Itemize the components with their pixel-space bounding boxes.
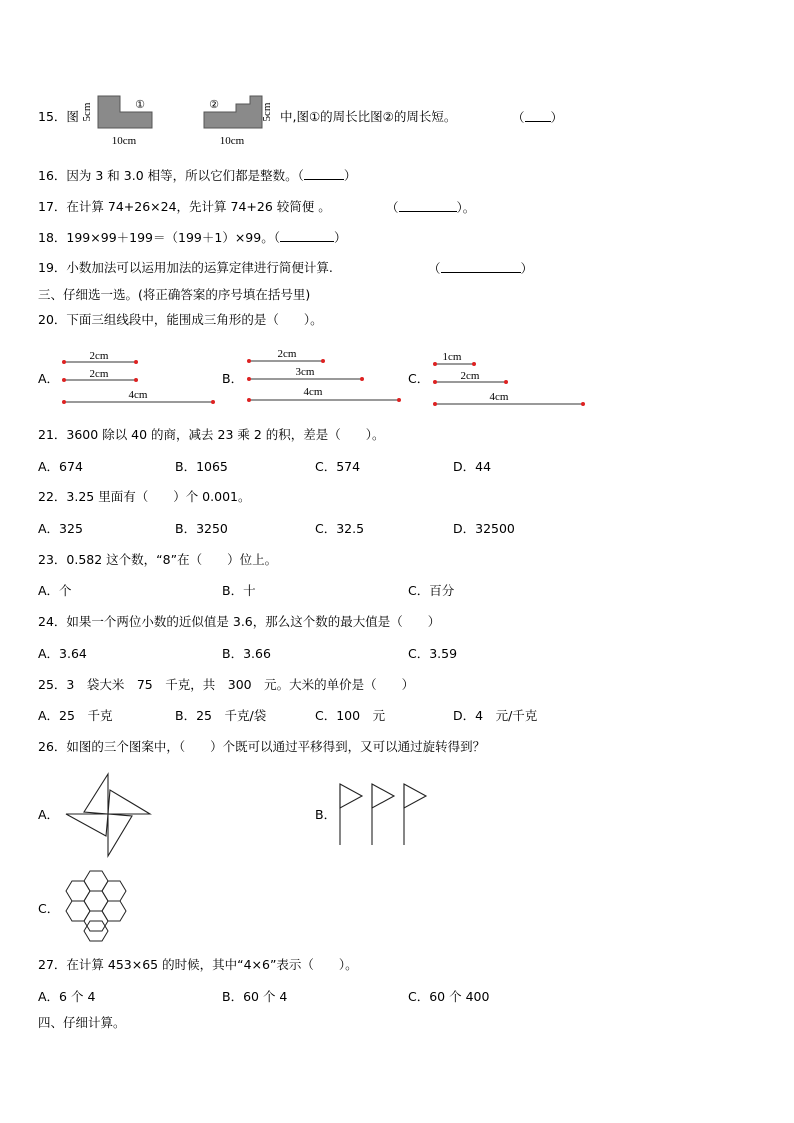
q17-answer-blank[interactable] <box>399 199 457 212</box>
q26-option-c-label[interactable]: C． <box>38 901 60 916</box>
q15-answer-blank[interactable] <box>525 109 551 122</box>
q15-fig1-side-label: 5cm <box>81 102 93 122</box>
q24-option-c[interactable]: C．3.59 <box>408 646 458 661</box>
q15-figure-1 <box>81 92 164 148</box>
q15-fig2-marker: ② <box>209 99 219 111</box>
q17-line <box>38 199 331 215</box>
q20-b-seg3-label: 4cm <box>303 386 323 398</box>
q15-fig1-bottom-label: 10cm <box>111 135 137 147</box>
q23-option-c[interactable]: C．百分 <box>408 583 455 598</box>
q20-a-seg1-label: 2cm <box>89 350 109 362</box>
q21-option-a[interactable]: A．674 <box>38 459 83 474</box>
q23-question: 23．0.582 这个数，“8”在（ ）位上。 <box>38 552 278 567</box>
q24-option-a[interactable]: A．3.64 <box>38 646 87 661</box>
q22-option-d[interactable]: D．32500 <box>453 521 515 536</box>
q23-option-a[interactable]: A．个 <box>38 583 72 598</box>
q20-c-seg3-label: 4cm <box>489 391 509 403</box>
q18-answer-blank[interactable] <box>280 229 334 242</box>
q20-b-seg1-label: 2cm <box>277 348 297 360</box>
q16-answer-blank[interactable] <box>304 167 344 180</box>
q26-question: 26．如图的三个图案中，（ ）个既可以通过平移得到，又可以通过旋转得到？ <box>38 739 486 754</box>
q19-answer-blank[interactable] <box>441 260 521 273</box>
q16-line: 16．因为 3 和 3.0 相等，所以它们都是整数。（ ） <box>38 168 357 183</box>
q27-option-b[interactable]: B．60 个 4 <box>222 989 288 1004</box>
q22-option-b[interactable]: B．3250 <box>175 521 228 536</box>
q20-question: 20．下面三组线段中，能围成三角形的是（ ）。 <box>38 312 323 327</box>
q25-option-c[interactable]: C．100 元 <box>315 708 386 723</box>
q15-fig2-bottom-label: 10cm <box>219 135 245 147</box>
section-4-heading: 四、仔细计算。 <box>38 1015 126 1030</box>
q15-figure-2 <box>200 92 280 148</box>
q17-answer-paren: （ ）。 <box>386 200 476 215</box>
q26-option-c-hexagons[interactable] <box>60 868 142 948</box>
q20-option-c-figure[interactable] <box>433 350 593 410</box>
q20-a-seg3-label: 4cm <box>128 389 148 401</box>
q15-number: 15． <box>38 109 67 124</box>
q15-prefix: 图 <box>66 109 79 124</box>
q21-question: 21．3600 除以 40 的商，减去 23 乘 2 的积，差是（ ）。 <box>38 427 385 442</box>
q20-b-seg2-label: 3cm <box>295 366 315 378</box>
q15-answer-paren: （ ） <box>512 110 564 125</box>
q15-line <box>38 109 79 125</box>
q18-text: 18．199×99＋199＝（199＋1）×99。（ <box>38 230 280 245</box>
q19-text: 19．小数加法可以运用加法的运算定律进行简便计算. <box>38 260 333 275</box>
q25-option-a[interactable]: A．25 千克 <box>38 708 113 723</box>
q26-option-a-label[interactable]: A． <box>38 807 60 822</box>
q25-option-d[interactable]: D．4 元/千克 <box>453 708 538 723</box>
section-3-heading: 三、仔细选一选。(将正确答案的序号填在括号里) <box>38 287 311 302</box>
q24-option-b[interactable]: B．3.66 <box>222 646 271 661</box>
q24-question: 24．如果一个两位小数的近似值是 3.6，那么这个数的最大值是（ ） <box>38 614 441 629</box>
q20-option-b-figure[interactable] <box>247 348 407 408</box>
q21-option-c[interactable]: C．574 <box>315 459 361 474</box>
q23-option-b[interactable]: B．十 <box>222 583 256 598</box>
q19-answer-paren: （ ） <box>428 261 534 276</box>
q21-option-d[interactable]: D．44 <box>453 459 492 474</box>
q15-fig1-marker: ① <box>135 99 145 111</box>
q26-option-b-label[interactable]: B． <box>315 807 337 822</box>
q26-option-b-flags[interactable] <box>338 782 434 848</box>
q22-option-c[interactable]: C．32.5 <box>315 521 365 536</box>
q20-option-b-label: B． <box>222 371 244 386</box>
q26-option-a-pinwheel[interactable] <box>64 772 154 858</box>
q20-option-a-figure[interactable] <box>62 350 222 410</box>
q20-option-c-label: C． <box>408 371 430 386</box>
q16-text: 16．因为 3 和 3.0 相等，所以它们都是整数。（ <box>38 168 304 183</box>
q18-line: 18．199×99＋199＝（199＋1）×99。（ ） <box>38 230 347 245</box>
q22-question: 22．3.25 里面有（ ）个 0.001。 <box>38 489 251 504</box>
q20-option-a-label: A． <box>38 371 60 386</box>
q25-option-b[interactable]: B．25 千克/袋 <box>175 708 267 723</box>
q21-option-b[interactable]: B．1065 <box>175 459 228 474</box>
q19-line <box>38 260 333 276</box>
q22-option-a[interactable]: A．325 <box>38 521 83 536</box>
q17-text: 17．在计算 74+26×24，先计算 74+26 较简便 。 <box>38 199 331 214</box>
q20-c-seg1-label: 1cm <box>442 351 462 363</box>
q27-question: 27．在计算 453×65 的时候，其中“4×6”表示（ ）。 <box>38 957 358 972</box>
q20-a-seg2-label: 2cm <box>89 368 109 380</box>
q20-c-seg2-label: 2cm <box>460 370 480 382</box>
q27-option-a[interactable]: A．6 个 4 <box>38 989 96 1004</box>
q25-question: 25．3 袋大米 75 千克，共 300 元。大米的单价是（ ） <box>38 677 415 692</box>
q15-fig2-side-label: 5cm <box>261 102 273 122</box>
q27-option-c[interactable]: C．60 个 400 <box>408 989 490 1004</box>
q15-text: 中,图①的周长比图②的周长短。 <box>280 109 457 124</box>
q15-statement <box>280 109 456 125</box>
